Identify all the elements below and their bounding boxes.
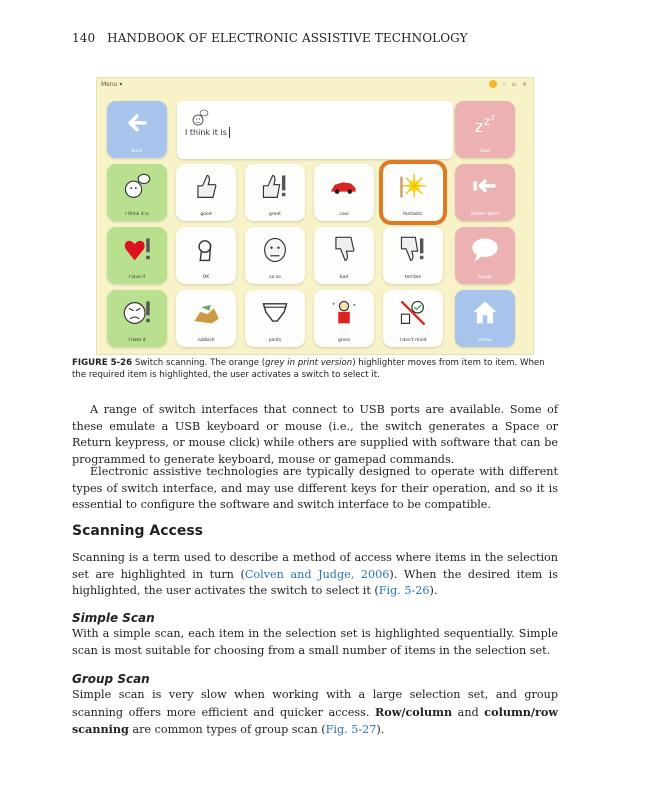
symbol-cell-great[interactable] xyxy=(245,164,305,221)
symbol-cell-home[interactable] xyxy=(455,290,515,347)
no-tick-icon xyxy=(398,298,428,328)
symbol-cell-gross[interactable] xyxy=(314,290,374,347)
p3-text-c: ). xyxy=(429,584,438,598)
symbol-label: gross xyxy=(337,338,351,343)
symbol-label: bad xyxy=(339,275,349,280)
symbol-cell-cool[interactable] xyxy=(314,164,374,221)
arrow-left-icon xyxy=(122,109,152,139)
text-caret xyxy=(229,127,230,138)
trash-pile-icon xyxy=(191,298,221,328)
gross-person-icon xyxy=(329,298,359,328)
p5-text-a: Simple scan is very slow when working with a large selection set, and group scanning offers more efficient and quicker access. xyxy=(72,688,558,719)
heading-group-scan: Group Scan xyxy=(72,672,150,686)
running-title: HANDBOOK OF ELECTRONIC ASSISTIVE TECHNOLOGY xyxy=(107,31,468,45)
symbol-label: so so xyxy=(269,275,281,280)
smiley-icon[interactable] xyxy=(489,80,497,88)
minimize-button[interactable]: – xyxy=(502,80,506,88)
symbol-cell-i-think-it-is[interactable] xyxy=(107,164,167,221)
message-text: I think it is xyxy=(185,128,227,137)
symbol-label: OK xyxy=(202,275,210,280)
symbol-label: great xyxy=(269,212,281,217)
symbol-cell-bad[interactable] xyxy=(314,227,374,284)
p3-text-b: ). When the desired item is highlighted, the user activates the switch to select it ( xyxy=(72,567,558,598)
thinking-face-icon xyxy=(191,109,209,127)
close-button[interactable]: × xyxy=(521,80,527,88)
symbol-label: terrible xyxy=(404,275,422,280)
page-number: 140 xyxy=(72,31,96,45)
paragraph-2: Electronic assistive technologies are typically designed to operate with different types of switch interface, and may use different keys for their operation, and so it is essential to configure the software and switch interface to be compatible. xyxy=(72,465,558,512)
svg-text:z: z xyxy=(490,112,496,122)
caption-italic: grey in print version xyxy=(265,358,353,368)
scan-highlighter xyxy=(379,160,447,225)
symbol-cell-i-dont-mind[interactable] xyxy=(383,290,443,347)
p5-bold-2: column/row scanning xyxy=(72,704,558,737)
p3-text-a: Scanning is a term used to describe a method of access where items in the selection set are highlighted in turn ( xyxy=(72,551,558,581)
symbol-cell-i-hate-it[interactable] xyxy=(107,290,167,347)
p5-text-d: are common types of group scan ( xyxy=(128,723,326,737)
paragraph-3 xyxy=(72,550,558,600)
caption-text-2: ) highlighter moves from item to item. When the required item is highlighted, the user activates a switch to select it. xyxy=(72,358,545,380)
maximize-button[interactable]: ▫ xyxy=(511,80,516,88)
symbol-label: cool xyxy=(339,212,349,217)
paragraph-4: With a simple scan, each item in the selection set is highlighted sequentially. Simple scan is most suitable for choosing from a small number of items in the selection set. xyxy=(72,627,558,657)
svg-text:z: z xyxy=(474,117,484,137)
symbol-cell-speak[interactable] xyxy=(455,227,515,284)
running-header xyxy=(72,31,468,45)
symbol-label: I love it xyxy=(128,275,146,280)
symbol-label: I don't mind xyxy=(399,338,427,343)
message-window[interactable] xyxy=(177,101,453,159)
symbol-label: Home xyxy=(478,338,492,343)
symbol-cell-good[interactable] xyxy=(176,164,236,221)
symbol-cell-i-love-it[interactable] xyxy=(107,227,167,284)
caption-text: Switch scanning. The orange ( xyxy=(134,358,266,368)
app-menubar xyxy=(97,78,533,94)
thumbs-down-icon xyxy=(329,235,359,265)
heading-scanning-access: Scanning Access xyxy=(72,523,204,539)
heading-simple-scan: Simple Scan xyxy=(72,611,155,625)
figure-label: FIGURE 5-26 xyxy=(72,358,133,368)
ok-hand-icon xyxy=(191,235,221,265)
neutral-face-icon xyxy=(260,235,290,265)
angry-face-icon xyxy=(122,298,152,328)
paragraph-5 xyxy=(72,687,558,739)
thumbs-up-exclaim-icon xyxy=(260,172,290,202)
symbol-label: rubbish xyxy=(197,338,215,343)
menu-button[interactable]: Menu ▾ xyxy=(101,81,123,88)
symbol-label: good xyxy=(200,212,212,217)
zzz-icon xyxy=(470,109,500,139)
symbol-cell-rubbish[interactable] xyxy=(176,290,236,347)
symbol-label: pants xyxy=(268,338,282,343)
thumbs-down-exclaim-icon xyxy=(398,235,428,265)
figure-scanning-screenshot xyxy=(96,77,534,355)
figure-ref-link[interactable]: Fig. 5-26 xyxy=(378,584,430,598)
symbol-cell-back[interactable] xyxy=(107,101,167,158)
thinking-face-icon xyxy=(122,172,152,202)
symbol-cell-rest[interactable] xyxy=(455,101,515,158)
house-icon xyxy=(470,298,500,328)
symbol-label: Speak xyxy=(478,275,492,280)
symbol-label: I hate it xyxy=(128,338,146,343)
svg-text:z: z xyxy=(483,114,490,129)
p5-text-c: and xyxy=(452,705,485,719)
p5-bold-1: Row/column xyxy=(374,704,453,719)
heart-exclaim-icon xyxy=(122,235,152,265)
underpants-icon xyxy=(260,298,290,328)
symbol-cell-terrible[interactable] xyxy=(383,227,443,284)
window-controls xyxy=(489,80,527,88)
symbol-cell-ok[interactable] xyxy=(176,227,236,284)
delete-arrow-icon xyxy=(470,172,500,202)
p5-text-e: ). xyxy=(376,723,385,737)
symbol-label: Rest xyxy=(480,149,490,154)
symbol-label: I think it is xyxy=(125,212,149,217)
symbol-cell-delete-word[interactable] xyxy=(455,164,515,221)
citation-link[interactable]: Colven and Judge, 2006 xyxy=(244,567,390,581)
figure-ref-link-2[interactable]: Fig. 5-27 xyxy=(325,723,377,737)
symbol-label: fantastic xyxy=(403,212,423,217)
figure-caption xyxy=(72,357,558,381)
red-car-icon xyxy=(329,172,359,202)
symbol-cell-so-so[interactable] xyxy=(245,227,305,284)
speech-bubble-icon xyxy=(470,235,500,265)
thumbs-up-icon xyxy=(191,172,221,202)
symbol-cell-pants[interactable] xyxy=(245,290,305,347)
paragraph-1: A range of switch interfaces that connect to USB ports are available. Some of these emulate a USB keyboard or mouse (i.e., the switch generates a Space or Return keypress, or mouse click) while others are supplied with software that can be programmed to generate keyboard, mouse or gamepad commands. xyxy=(72,403,558,466)
symbol-label: Delete Word xyxy=(471,212,499,217)
symbol-label: Back xyxy=(131,149,143,154)
